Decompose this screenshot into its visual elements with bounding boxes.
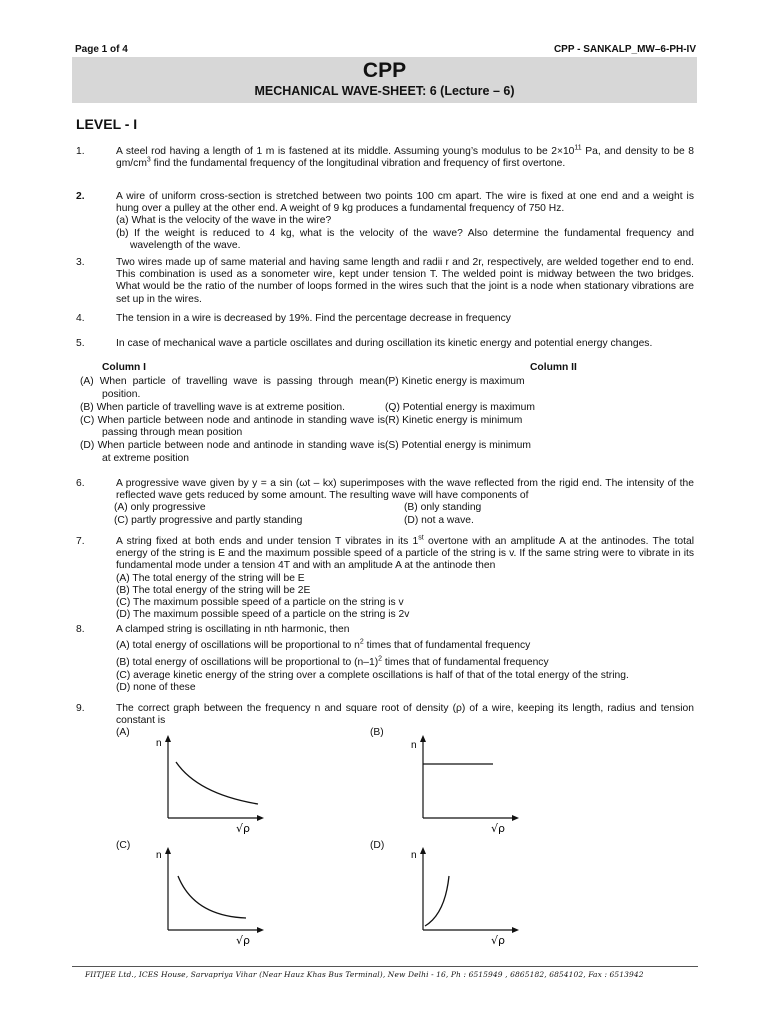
question-text: A wire of uniform cross-section is stretched between two points 100 cm apart. The wire is fixed at one end and a weight is hung over a pulley at the other end. A weight of 9 kg produces a fundamental frequency of 750 Hz. — [116, 191, 694, 215]
match-table — [80, 362, 694, 465]
x-axis-arrow — [257, 927, 264, 933]
y-axis-arrow — [420, 735, 426, 742]
option-b: (B) total energy of oscillations will be proportional to $(n-1)^2$ times that of fundamental frequency — [116, 655, 549, 669]
y-axis-label: n — [411, 740, 417, 751]
match-item-s: (S) Potential energy is minimum — [385, 440, 531, 452]
match-item-b: (B) When particle of travelling wave is at extreme position. — [80, 401, 345, 413]
graph-d — [405, 842, 525, 952]
option-b: (B) only standing — [404, 502, 482, 514]
question-number: 3. — [76, 257, 85, 268]
question-text: A steel rod having a length of 1 m is fastened at its middle. Assuming young’s modulus to be $2\times 10^{11}$ Pa, and density to be 8 $gm/cm^3$ find the fundamental frequency of the longitudinal vibration and frequency of first overtone. — [116, 144, 694, 170]
graph-d-label: (D) — [370, 840, 385, 851]
graph-curve — [178, 876, 246, 918]
graph-a-label: (A) — [116, 727, 130, 738]
x-axis-arrow — [257, 815, 264, 821]
y-axis-arrow — [165, 847, 171, 854]
option-c: (C) The maximum possible speed of a particle on the string is v — [116, 597, 404, 609]
question-number: 1. — [76, 146, 85, 157]
graph-curve — [176, 762, 258, 804]
option-b: (b) If the weight is reduced to 4 kg, what is the velocity of the wave? Also determine the fundamental frequency and wavelength of the wave. — [116, 227, 694, 251]
y-axis-label: n — [411, 850, 417, 861]
sheet-code: CPP - SANKALP_MW–6-PH-IV — [553, 44, 696, 55]
x-axis-label: √ρ — [491, 934, 505, 947]
match-item-c: (C) When particle between node and antinode in standing wave is passing through mean position — [80, 415, 385, 439]
graph-c — [150, 842, 270, 952]
option-a: (A) total energy of oscillations will be proportional to $n^2$ times that of fundamental frequency — [116, 638, 531, 652]
question-number: 6. — [76, 478, 85, 489]
option-a: (a) What is the velocity of the wave in the wire? — [116, 215, 332, 227]
column-1-heading: Column I — [102, 362, 147, 374]
y-axis-arrow — [165, 735, 171, 742]
question-number: 2. — [76, 191, 85, 202]
question-text: A string fixed at both ends and under tension T vibrates in its 1st overtone with an amplitude A at the antinodes. The total energy of the string is E and the maximum possible speed of a particle of the string is v. If the same string were to vibrate in its fundamental mode under a tension 4T and with an amplitude A at the antinode then — [116, 534, 694, 572]
option-b: (B) The total energy of the string will be 2E — [116, 584, 311, 596]
question-number: 5. — [76, 338, 85, 349]
graph-a — [150, 730, 270, 840]
question-text: The correct graph between the frequency n and square root of density (ρ) of a wire, keeping its length, radius and tension constant is — [116, 703, 694, 727]
graph-b-label: (B) — [370, 727, 384, 738]
question-number: 4. — [76, 313, 85, 324]
match-item-r: (R) Kinetic energy is minimum — [385, 415, 523, 427]
y-axis-label: n — [156, 738, 162, 749]
option-d: (D) The maximum possible speed of a particle on the string is 2v — [116, 609, 410, 621]
graph-curve — [425, 876, 449, 926]
x-axis-arrow — [512, 927, 519, 933]
question-text: A clamped string is oscillating in nth harmonic, then — [116, 624, 350, 635]
question-text: The tension in a wire is decreased by 19%. Find the percentage decrease in frequency — [116, 313, 511, 324]
page-footer: FIITJEE Ltd., ICES House, Sarvapriya Vihar (Near Hauz Khas Bus Terminal), New Delhi - 16, Ph : 6515949 , 6865182, 6854102, Fax : 6513942 — [85, 970, 644, 979]
graph-c-label: (C) — [116, 840, 131, 851]
match-item-p: (P) Kinetic energy is maximum — [385, 376, 525, 388]
column-2-heading: Column II — [530, 362, 577, 374]
option-c: (C) partly progressive and partly standing — [114, 514, 303, 526]
page-number: Page 1 of 4 — [75, 44, 128, 55]
question-number: 8. — [76, 624, 85, 635]
match-item-d: (D) When particle between node and antinode in standing wave is at extreme position — [80, 440, 385, 464]
x-axis-label: √ρ — [236, 934, 250, 947]
x-axis-label: √ρ — [491, 822, 505, 835]
question-number: 7. — [76, 536, 85, 547]
banner-subtitle: MECHANICAL WAVE-SHEET: 6 (Lecture – 6) — [254, 84, 515, 98]
question-text: A progressive wave given by y = a sin (ωt – kx) superimposes with the wave reflected from the rigid end. The intensity of the reflected wave gets reduced by some amount. The resulting wave will have components of — [116, 478, 694, 502]
option-a: (A) The total energy of the string will be E — [116, 572, 305, 584]
banner-title: CPP — [362, 59, 407, 82]
option-a: (A) only progressive — [114, 502, 206, 514]
match-item-a: (A) When particle of travelling wave is passing through mean position. — [80, 376, 385, 400]
question-number: 9. — [76, 703, 85, 714]
option-d: (D) none of these — [116, 681, 196, 693]
option-d: (D) not a wave. — [404, 514, 474, 526]
x-axis-arrow — [512, 815, 519, 821]
footer-divider — [72, 966, 698, 967]
match-item-q: (Q) Potential energy is maximum — [385, 401, 535, 413]
option-c: (C) average kinetic energy of the string over a complete oscillations is half of that of the total energy of the string. — [116, 669, 629, 681]
graph-b — [405, 730, 525, 840]
question-text: Two wires made up of same material and having same length and radii r and 2r, respectively, are welded together end to end. This combination is used as a sonometer wire, kept under tension T. The welded point is midway between the two bridges. What would be the ratio of the number of loops formed in the wires such that the joint is a node when stationary vibrations are set up in the wires. — [116, 257, 694, 305]
y-axis-label: n — [156, 850, 162, 861]
level-heading: LEVEL - I — [76, 116, 138, 132]
x-axis-label: √ρ — [236, 822, 250, 835]
y-axis-arrow — [420, 847, 426, 854]
title-banner — [72, 57, 697, 103]
question-text: In case of mechanical wave a particle oscillates and during oscillation its kinetic energy and potential energy changes. — [116, 338, 653, 349]
